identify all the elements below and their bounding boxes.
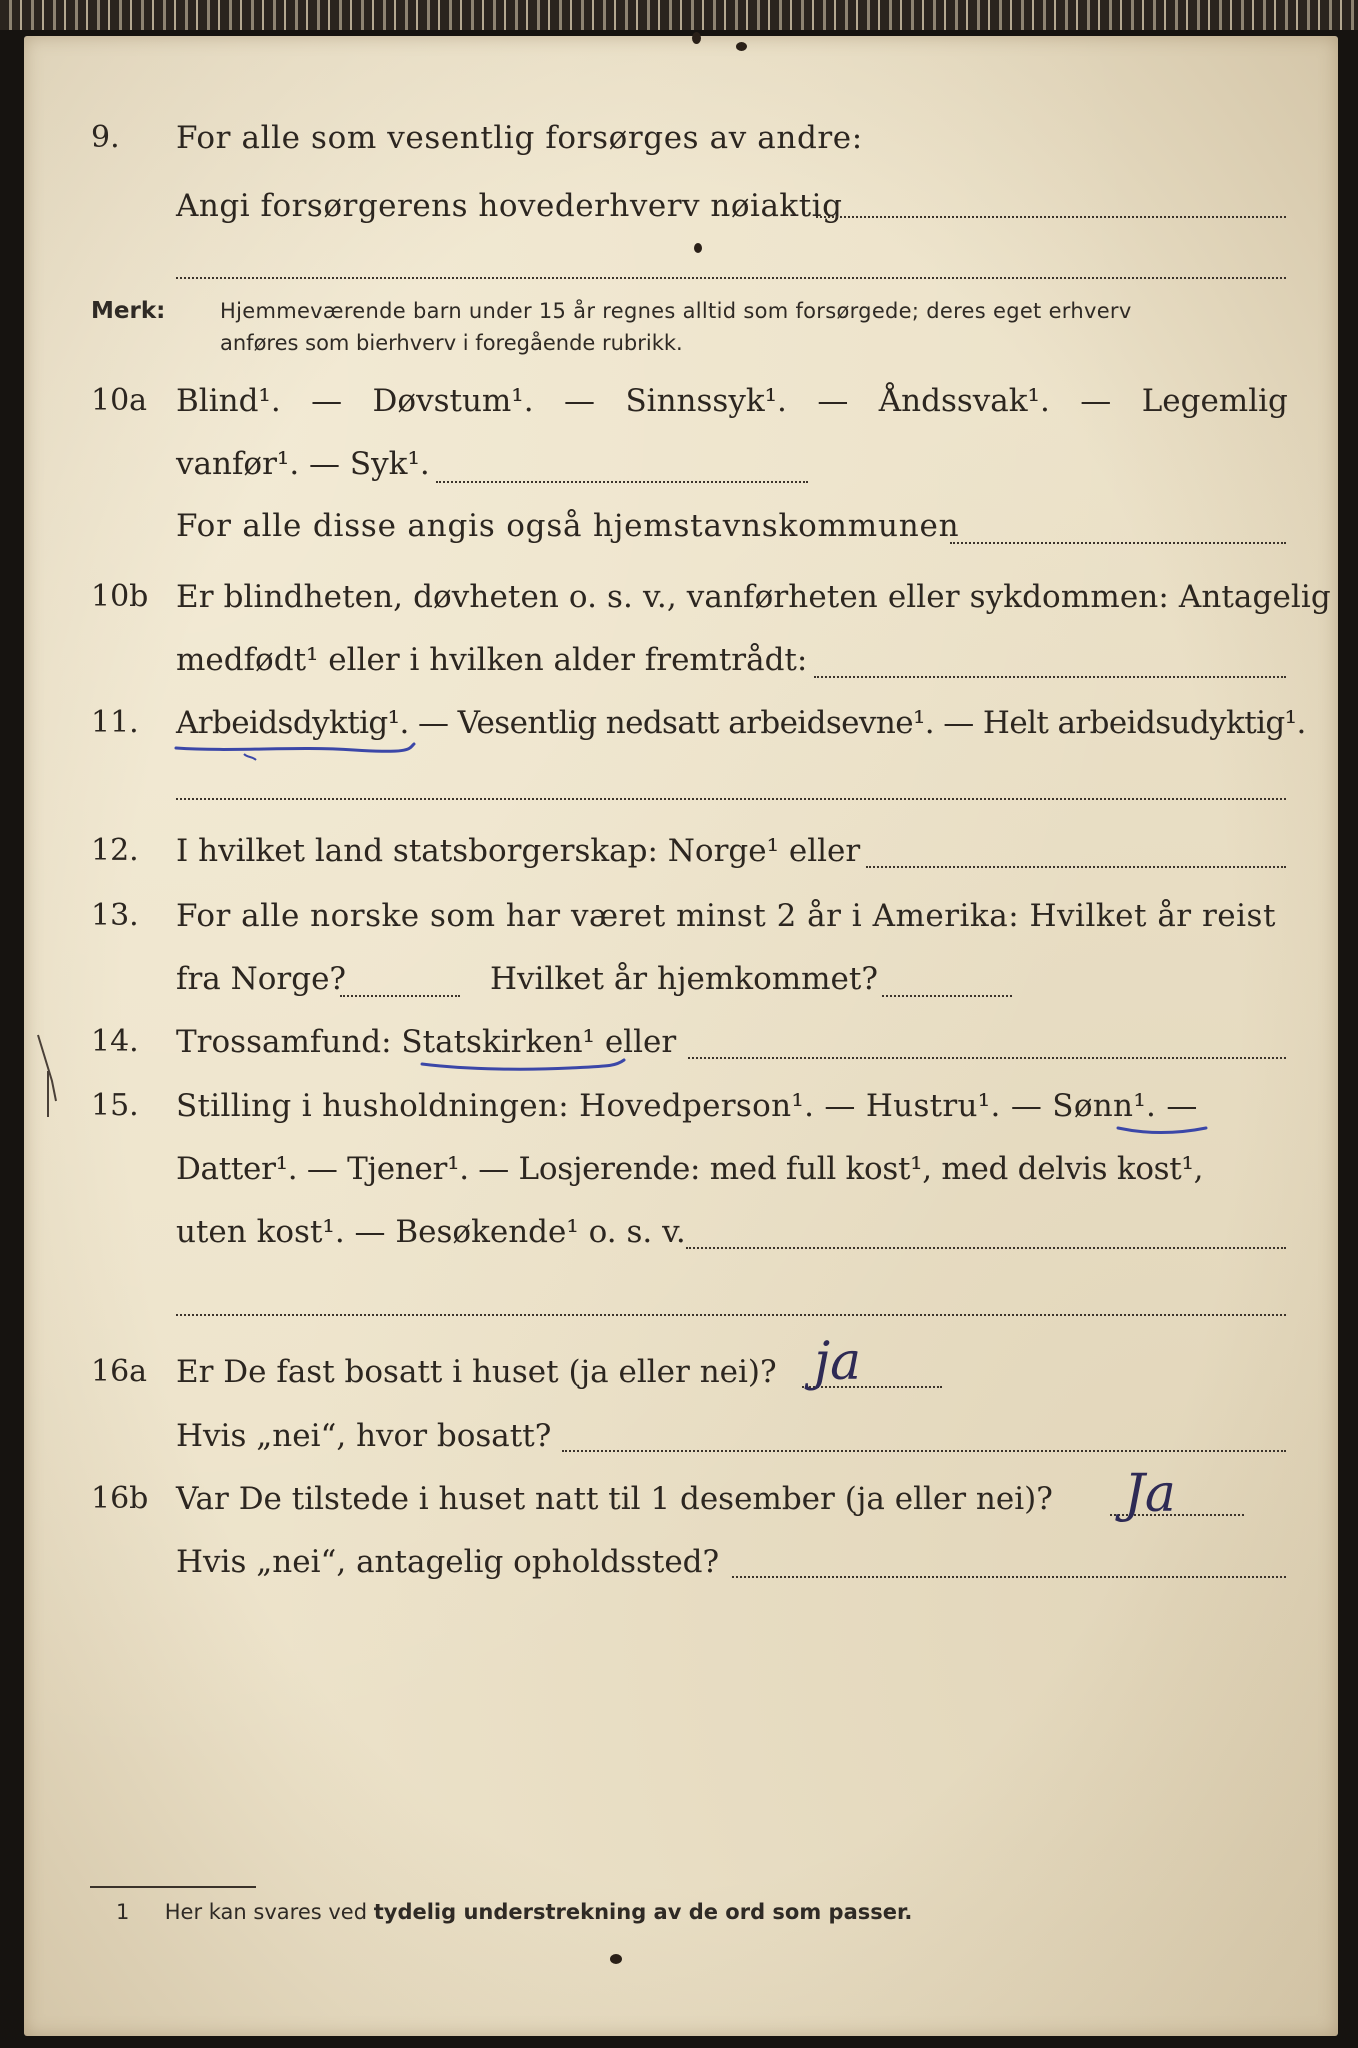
merk-line1: Hjemmeværende barn under 15 år regnes alltid som forsørgede; deres eget erhverv <box>220 299 1132 323</box>
q12-line1: I hvilket land statsborgerskap: Norge¹ eller <box>176 833 861 869</box>
q10a-municipality-line <box>950 542 1286 544</box>
footnote-text-bold: tydelig understrekning av de ord som passer. <box>373 1900 913 1924</box>
q15-line2: Datter¹. — Tjener¹. — Losjerende: med full kost¹, med delvis kost¹, <box>176 1151 1204 1187</box>
ink-spot <box>692 32 701 44</box>
q16a-number: 16a <box>91 1354 148 1389</box>
q10a-dash: — <box>311 383 343 419</box>
q15-number: 15. <box>91 1088 139 1123</box>
footnote-rule <box>90 1886 256 1888</box>
q10a-dash: — <box>1080 383 1112 419</box>
scanner-edge-strip <box>0 0 1358 30</box>
q16a-handwritten-answer: ja <box>814 1332 862 1392</box>
q9-line2: Angi forsørgerens hovederhverv nøiaktig <box>176 188 843 224</box>
q10b-number: 10b <box>91 579 149 614</box>
q9-answer-line-2 <box>176 277 1286 279</box>
q15-answer-line <box>686 1247 1286 1249</box>
arbeidsdyktig-underline <box>174 736 424 766</box>
q15-line3: uten kost¹. — Besøkende¹ o. s. v. <box>176 1214 686 1250</box>
q11-line1: Arbeidsdyktig¹. — Vesentlig nedsatt arbeidsevne¹. — Helt arbeidsudyktig¹. <box>176 705 1306 741</box>
q16a-line2: Hvis „nei“, hvor bosatt? <box>176 1418 552 1454</box>
q15-answer-line-2 <box>176 1314 1286 1316</box>
sonn-underline <box>1116 1122 1212 1142</box>
q13-return-line <box>882 995 1012 997</box>
q16b-line2: Hvis „nei“, antagelig opholdssted? <box>176 1544 720 1580</box>
q16b-line1: Var De tilstede i huset natt til 1 desember (ja eller nei)? <box>176 1481 1053 1517</box>
q10a-answer-line <box>436 481 808 483</box>
q13-line1: For alle norske som har været minst 2 år i Amerika: Hvilket år reist <box>176 898 1276 934</box>
statskirken-underline <box>420 1056 632 1080</box>
q10a-line2: vanfør¹. — Syk¹. <box>176 446 430 482</box>
q10a-word: Blind¹. <box>176 383 281 419</box>
q12-answer-line <box>866 866 1286 868</box>
q10b-line2: medfødt¹ eller i hvilken alder fremtrådt: <box>176 642 808 678</box>
q14-number: 14. <box>91 1024 139 1059</box>
merk-line2: anføres som bierhverv i foregående rubrikk. <box>220 331 683 355</box>
ink-spot <box>610 1954 622 1964</box>
q10a-word: Åndssvak¹. <box>878 383 1050 419</box>
q15-line1: Stilling i husholdningen: Hovedperson¹. — Hustru¹. — Sønn¹. — <box>176 1088 1198 1124</box>
census-form-page <box>24 36 1338 2036</box>
ink-spot <box>694 243 702 253</box>
q14-line1: Trossamfund: Statskirken¹ eller <box>176 1024 677 1060</box>
footnote-mark: 1 <box>116 1900 130 1924</box>
q16a-line1: Er De fast bosatt i huset (ja eller nei)? <box>176 1354 777 1390</box>
q10a-number: 10a <box>91 383 148 418</box>
ink-spot <box>736 42 747 51</box>
q13-number: 13. <box>91 898 139 933</box>
q16a-address-line <box>562 1450 1286 1452</box>
q16b-handwritten-answer: Ja <box>1124 1464 1176 1524</box>
q10a-line3: For alle disse angis også hjemstavnskommunen <box>176 508 960 544</box>
q13-departure-line <box>340 995 460 997</box>
q9-answer-line <box>816 216 1286 218</box>
q14-answer-line <box>688 1057 1286 1059</box>
q12-number: 12. <box>91 833 139 868</box>
q10b-answer-line <box>814 676 1286 678</box>
margin-pencil-mark <box>34 1031 64 1121</box>
footnote <box>116 1900 912 1924</box>
q11-number: 11. <box>91 705 139 740</box>
merk-label: Merk: <box>91 298 166 324</box>
q10a-word: Sinnssyk¹. <box>625 383 787 419</box>
q10a-line1 <box>176 381 1288 421</box>
q10a-word: Legemlig <box>1141 383 1288 419</box>
q9-number: 9. <box>91 120 120 155</box>
q16b-number: 16b <box>91 1481 149 1516</box>
q10a-word: Døvstum¹. <box>372 383 534 419</box>
q9-line1: For alle som vesentlig forsørges av andre: <box>176 120 863 156</box>
q10b-line1: Er blindheten, døvheten o. s. v., vanførheten eller sykdommen: Antagelig <box>176 579 1331 615</box>
q13-line2a: fra Norge? <box>176 961 347 997</box>
q10a-dash: — <box>564 383 596 419</box>
q13-line2b: Hvilket år hjemkommet? <box>490 961 878 997</box>
footnote-text: Her kan svares ved <box>164 1900 368 1924</box>
q10a-dash: — <box>817 383 849 419</box>
q16b-location-line <box>732 1576 1286 1578</box>
q11-answer-line <box>176 798 1286 800</box>
